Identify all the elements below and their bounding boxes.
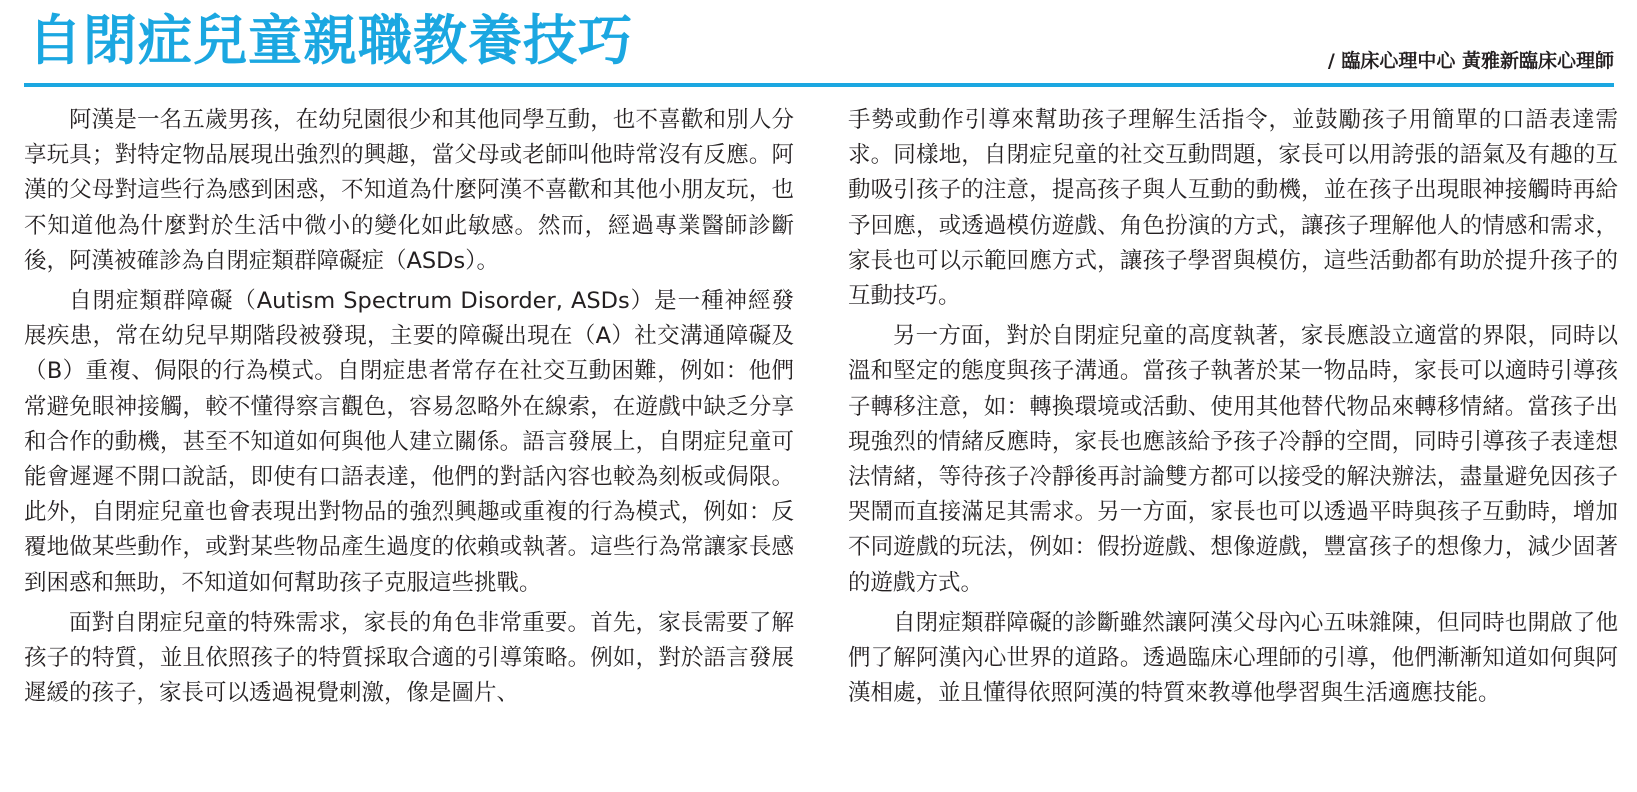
author-byline: / 臨床心理中心 黃雅新臨床心理師 [1327,50,1614,72]
paragraph-definition: 自閉症類群障礙（Autism Spectrum Disorder, ASDs）是一種神經發展疾患，常在幼兒早期階段被發現，主要的障礙出現在（A）社交溝通障礙及（B）重複、侷限的行為模式。自閉症患者常存在社交互動困難，例如：他們常避免眼神接觸，較不懂得察言觀色，容易忽略外在線索，在遊戲中缺乏分享和合作的動機，甚至不知道如何與他人建立關係。語言發展上，自閉症兒童可能會遲遲不開口說話，即使有口語表達，他們的對話內容也較為刻板或侷限。此外，自閉症兒童也會表現出對物品的強烈興趣或重複的行為模式，例如：反覆地做某些動作，或對某些物品產生過度的依賴或執著。這些行為常讓家長感到困惑和無助，不知道如何幫助孩子克服這些挑戰。 [24,288,794,596]
right-column [848,103,1618,716]
paragraph-fixation: 另一方面，對於自閉症兒童的高度執著，家長應設立適當的界限，同時以溫和堅定的態度與孩子溝通。當孩子執著於某一物品時，家長可以適時引導孩子轉移注意，如：轉換環境或活動、使用其他替代物品來轉移情緒。當孩子出現強烈的情緒反應時，家長也應該給予孩子冷靜的空間，同時引導孩子表達想法情緒，等待孩子冷靜後再討論雙方都可以接受的解決辦法，盡量避免因孩子哭鬧而直接滿足其需求。另一方面，家長也可以透過平時與孩子互動時，增加不同遊戲的玩法，例如：假扮遊戲、想像遊戲，豐富孩子的想像力，減少固著的遊戲方式。 [848,323,1618,596]
paragraph-intro: 阿漢是一名五歲男孩，在幼兒園很少和其他同學互動，也不喜歡和別人分享玩具；對特定物品展現出強烈的興趣，當父母或老師叫他時常沒有反應。阿漢的父母對這些行為感到困惑，不知道為什麼阿漢不喜歡和其他小朋友玩，也不知道他為什麼對於生活中微小的變化如此敏感。然而，經過專業醫師診斷後，阿漢被確診為自閉症類群障礙症（ASDs）。 [24,107,794,274]
paragraph-parent-role-continued: 手勢或動作引導來幫助孩子理解生活指令，並鼓勵孩子用簡單的口語表達需求。同樣地，自閉症兒童的社交互動問題，家長可以用誇張的語氣及有趣的互動吸引孩子的注意，提高孩子與人互動的動機，並在孩子出現眼神接觸時再給予回應，或透過模仿遊戲、角色扮演的方式，讓孩子理解他人的情感和需求，家長也可以示範回應方式，讓孩子學習與模仿，這些活動都有助於提升孩子的互動技巧。 [848,107,1618,310]
article-title: 自閉症兒童親職教養技巧 [28,9,633,72]
paragraph-conclusion: 自閉症類群障礙的診斷雖然讓阿漢父母內心五味雜陳，但同時也開啟了他們了解阿漢內心世界的道路。透過臨床心理師的引導，他們漸漸知道如何與阿漢相處，並且懂得依照阿漢的特質來教導他學習與生活適應技能。 [848,609,1618,707]
article-header [24,0,1614,86]
paragraph-parent-role: 面對自閉症兒童的特殊需求，家長的角色非常重要。首先，家長需要了解孩子的特質，並且依照孩子的特質採取合適的引導策略。例如，對於語言發展遲緩的孩子，家長可以透過視覺刺激，像是圖片、 [24,609,794,707]
title-divider [24,83,1614,87]
left-column [24,103,794,716]
